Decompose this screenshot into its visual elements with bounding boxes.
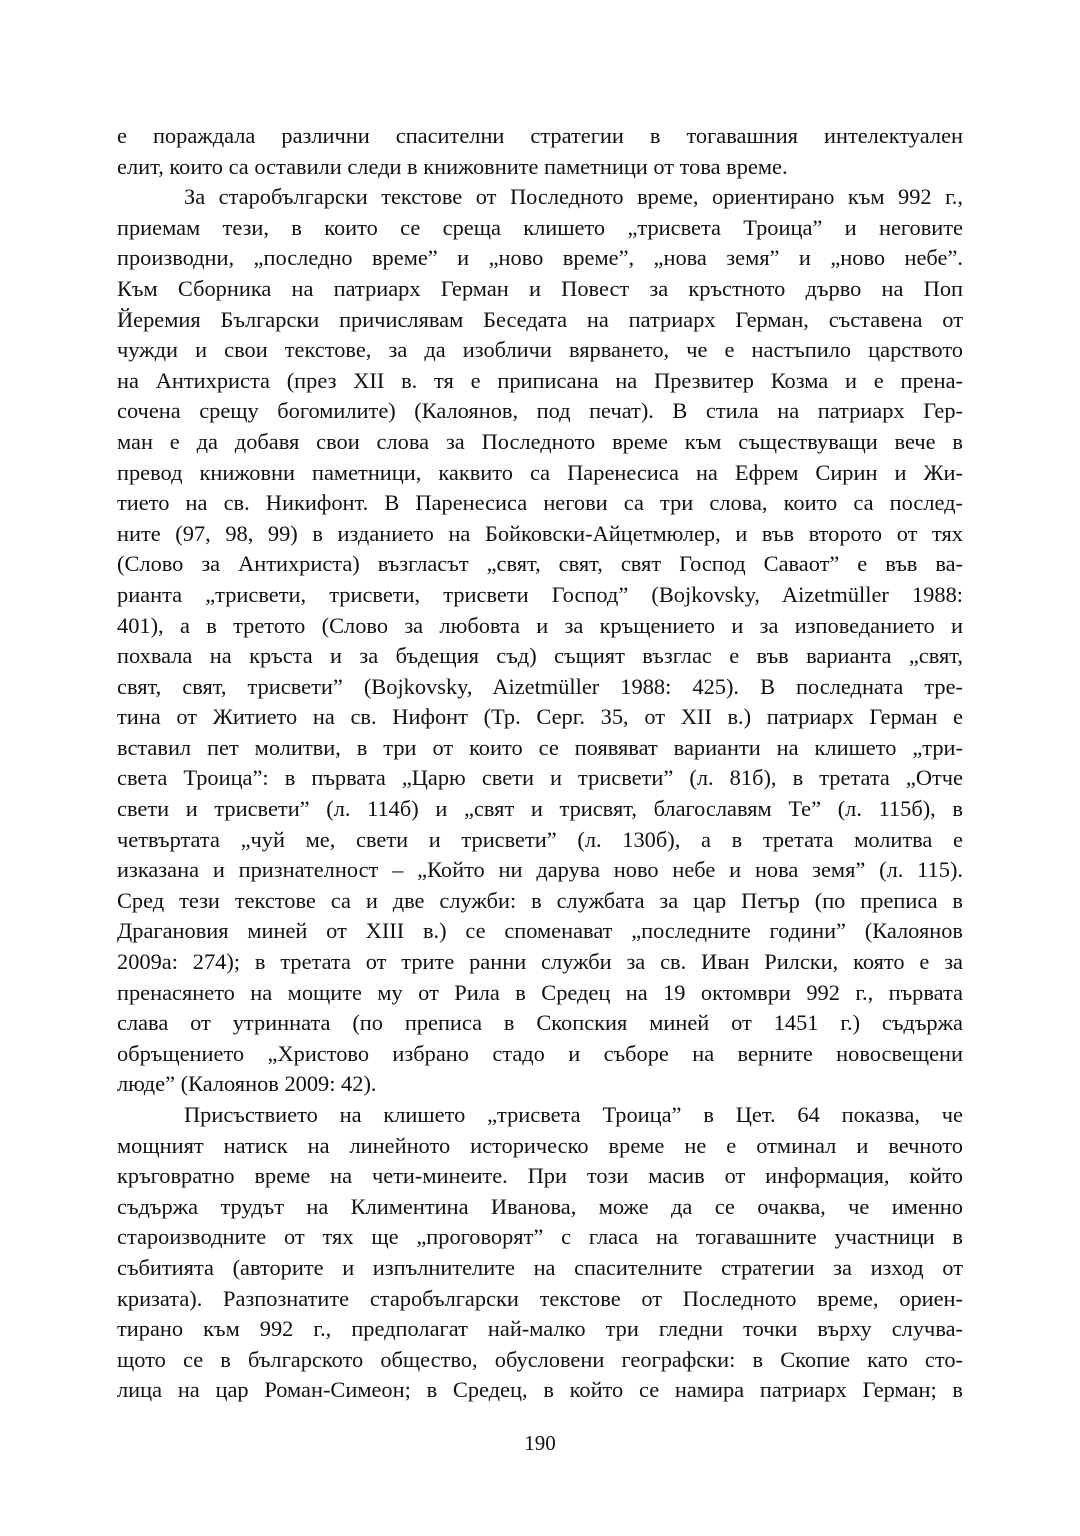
text-line: четвъртата „чуй ме, свети и трисвети” (л. 130б), а в третата молитва е — [117, 826, 963, 852]
page-number: 190 — [524, 1431, 556, 1455]
text-line: чужди и свои текстове, за да изобличи вярването, че е настъпило царството — [117, 337, 963, 363]
text-line: похвала на кръста и за бъдещия съд) същият възглас е във варианта „свят, — [117, 643, 963, 669]
text-line: щото се в българското общество, обусловени географски: в Скопие като сто- — [117, 1346, 963, 1372]
text-line: мощният натиск на линейното историческо време не е отминал и вечното — [117, 1132, 963, 1158]
text-line: ните (97, 98, 99) в изданието на Бойковски-Айцетмюлер, и във второто от тях — [117, 520, 963, 546]
text-line: пренасянето на мощите му от Рила в Средец на 19 октомври 992 г., първата — [117, 979, 963, 1005]
text-line: кризата). Разпознатите старобългарски текстове от Последното време, ориен- — [117, 1285, 963, 1311]
text-line: елит, които са оставили следи в книжовните паметници от това време. — [117, 153, 788, 179]
text-line: превод книжовни паметници, каквито са Паренесиса на Ефрем Сирин и Жи- — [117, 459, 963, 485]
text-line: тирано към 992 г., предполагат най-малко три гледни точки върху случва- — [117, 1316, 963, 1342]
text-line: свети и трисвети” (л. 114б) и „свят и трисвят, благославям Те” (л. 115б), в — [117, 796, 963, 822]
text-line: Сред тези текстове са и две служби: в службата за цар Петър (по преписа в — [117, 887, 963, 913]
text-line: лица на цар Роман-Симеон; в Средец, в който се намира патриарх Герман; в — [117, 1377, 963, 1403]
text-line: Присъствието на клишето „трисвета Троица” в Цет. 64 показва, че — [184, 1102, 963, 1127]
text-line: тина от Житието на св. Нифонт (Тр. Серг. 35, от XII в.) патриарх Герман е — [117, 704, 963, 730]
text-line: 2009а: 274); в третата от трите ранни служби за св. Иван Рилски, която е за — [117, 949, 963, 975]
text-line: приемам тези, в които се среща клишето „трисвета Троица” и неговите — [117, 214, 963, 240]
text-line: слава от утринната (по преписа в Скопския миней от 1451 г.) съдържа — [117, 1010, 963, 1036]
text-line: тието на св. Никифонт. В Паренесиса негови са три слова, които са послед- — [117, 490, 963, 516]
text-line: свят, свят, трисвети” (Bojkovsky, Aizetmüller 1988: 425). В последната тре- — [117, 673, 963, 699]
body-text — [117, 121, 963, 1406]
text-line: сочена срещу богомилите) (Калоянов, под печат). В стила на патриарх Гер- — [117, 398, 963, 424]
text-line: е пораждала различни спасителни стратегии в тогавашния интелектуален — [117, 123, 963, 148]
text-line: събитията (авторите и изпълнителите на спасителните стратегии за изход от — [117, 1254, 963, 1280]
text-line: ман е да добавя свои слова за Последното време към съществуващи вече в — [117, 428, 963, 454]
text-line: изказана и признателност – „Който ни дарува ново небе и нова земя” (л. 115). — [117, 857, 963, 883]
text-line: вставил пет молитви, в три от които се появяват варианти на клишето „три- — [117, 734, 963, 760]
text-line: (Слово за Антихриста) възгласът „свят, свят, свят Господ Саваот” е във ва- — [117, 551, 963, 577]
text-line: кръговратно време на чети-минеите. При този масив от информация, който — [117, 1163, 963, 1189]
text-line: староизводните от тях ще „проговорят” с гласа на тогавашните участници в — [117, 1224, 963, 1250]
text-line: на Антихриста (през XII в. тя е приписана на Презвитер Козма и е прена- — [117, 367, 963, 393]
text-line: За старобългарски текстове от Последното време, ориентирано към 992 г., — [184, 184, 963, 210]
text-line: производни, „последно време” и „ново време”, „нова земя” и „ново небе”. — [117, 245, 963, 271]
text-line: света Троица”: в първата „Царю свети и трисвети” (л. 81б), в третата „Отче — [117, 765, 963, 791]
text-line: Към Сборника на патриарх Герман и Повест за кръстното дърво на Поп — [117, 275, 963, 301]
text-line: Йеремия Български причислявам Беседата на патриарх Герман, съставена от — [117, 306, 963, 332]
text-line: рианта „трисвети, трисвети, трисвети Господ” (Bojkovsky, Aizetmüller 1988: — [117, 581, 963, 607]
text-line: Драгановия миней от XIII в.) се споменават „последните години” (Калоянов — [117, 918, 963, 944]
text-line: съдържа трудът на Климентина Иванова, може да се очаква, че именно — [117, 1193, 963, 1219]
text-line: 401), а в третото (Слово за любовта и за кръщението и за изповеданието и — [117, 612, 963, 638]
text-line: обръщението „Христово избрано стадо и съборе на верните новосвещени — [117, 1040, 963, 1066]
text-line: люде” (Калоянов 2009: 42). — [117, 1071, 377, 1097]
